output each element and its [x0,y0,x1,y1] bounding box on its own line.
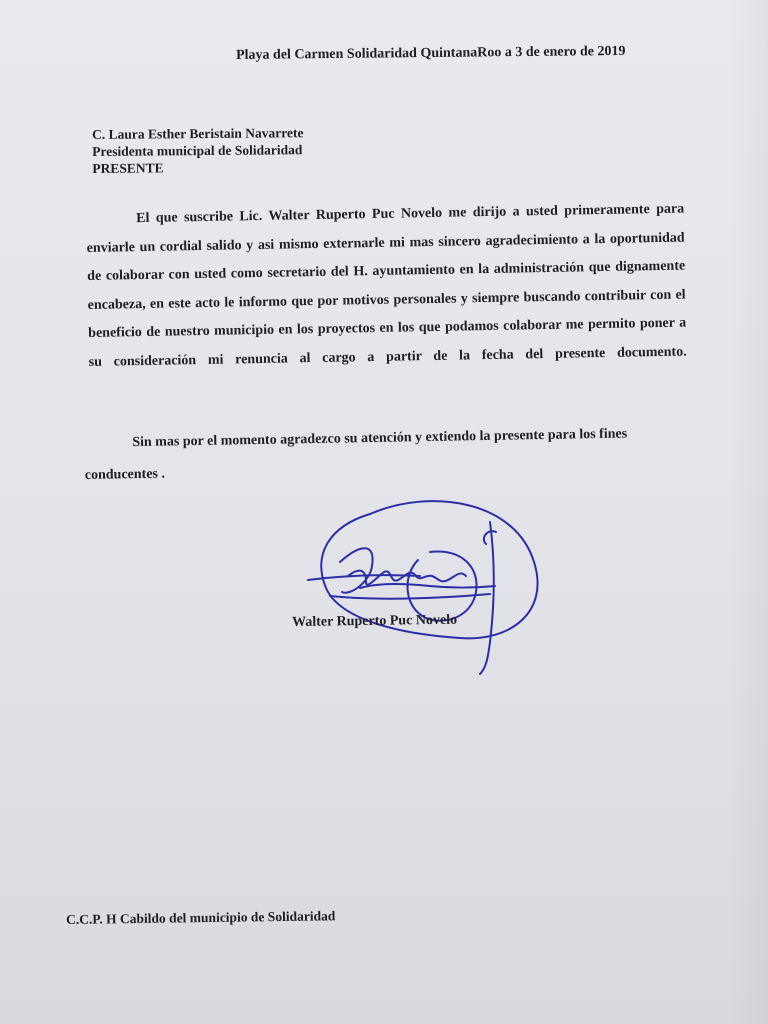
handwritten-signature [300,492,550,682]
closing-paragraph: Sin mas por el momento agradezco su atención y extiendo la presente para los fines conducentes . [84,426,628,483]
signer-name: Walter Ruperto Puc Novelo [292,612,458,630]
addressee-name: C. Laura Esther Beristain Navarrete [92,125,304,142]
body-paragraph: El que suscribe Lic. Walter Ruperto Puc Novelo me dirijo a usted primeramente para enviarle un cordial salido y asi mismo externarle mi mas sincero agradecimiento a la oportunidad de colaborar con usted como secretario del H. ayuntamiento en la administración que dignamente encabeza, en este acto le informo que por motivos personales y siempre buscando contribuir con el beneficio de nuestro municipio en los proyectos en los que podamos colaborar me permito poner a su consideración mi renuncia al cargo a partir de la fecha del presente documento. [86,201,687,370]
ccp-line: C.C.P. H Cabildo del municipio de Solidaridad [66,908,336,927]
salutation: PRESENTE [92,160,164,176]
date-line: Playa del Carmen Solidaridad QuintanaRoo a 3 de enero de 2019 [236,43,626,63]
addressee-block [92,124,304,177]
addressee-title: Presidenta municipal de Solidaridad [92,142,303,159]
